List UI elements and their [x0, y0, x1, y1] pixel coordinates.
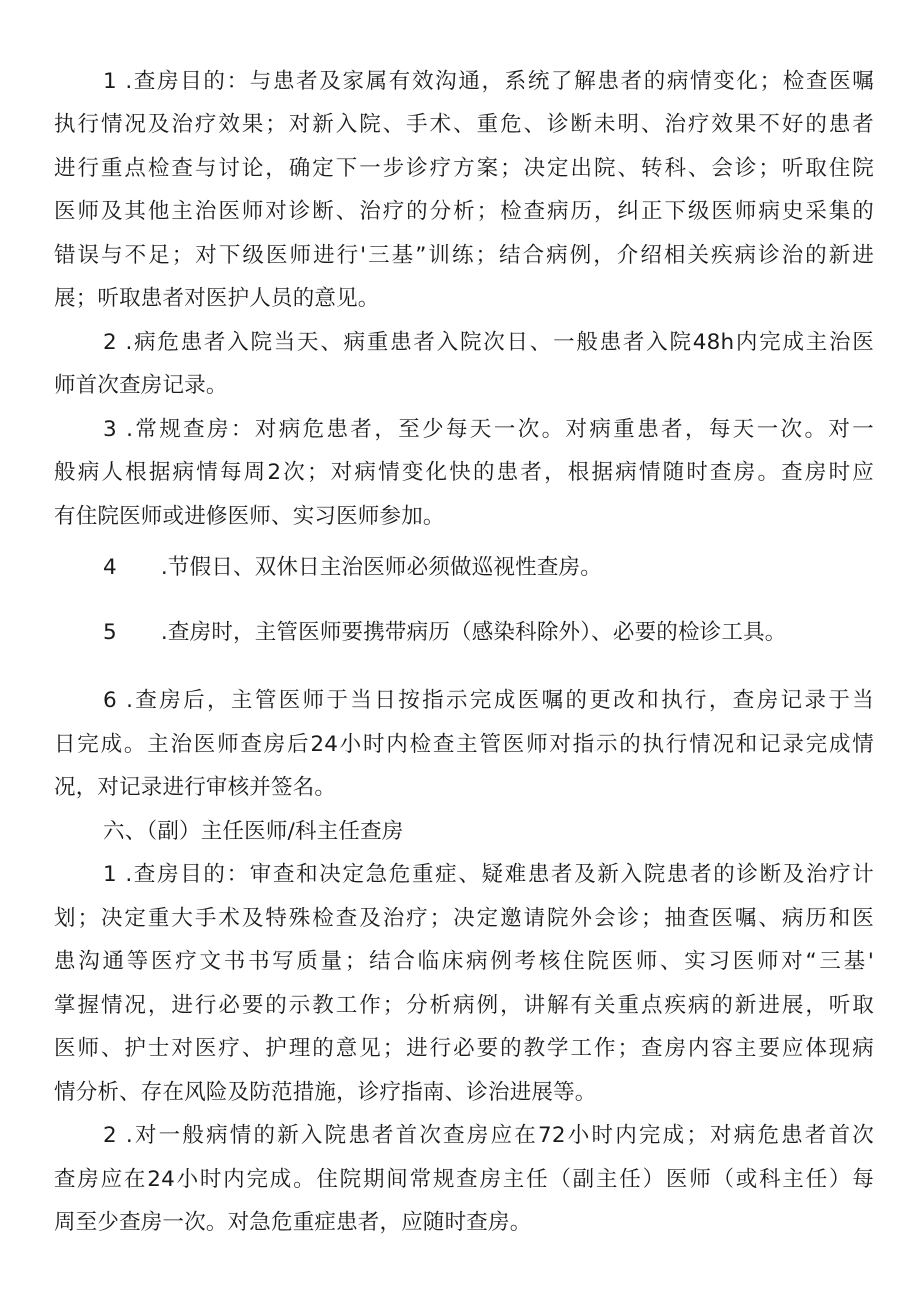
para-1-line-3: 进行重点检查与讨论，确定下一步诊疗方案；决定出院、转科、会诊；听取住院 — [54, 156, 874, 181]
section-para-1-line-1: 1 .查房目的：审查和决定急危重症、疑难患者及新入院患者的诊断及治疗计 — [103, 862, 874, 887]
para-3-line-3: 有住院医师或进修医师、实习医师参加。 — [54, 504, 445, 529]
para-4 — [103, 553, 874, 583]
para-5-text: .查房时，主管医师要携带病历（感染科除外）、必要的检诊工具。 — [160, 620, 787, 645]
para-1-line-1: 1 .查房目的：与患者及家属有效沟通，系统了解患者的病情变化；检查医嘱 — [103, 69, 874, 94]
section-para-2-line-2: 查房应在24小时内完成。住院期间常规查房主任（副主任）医师（或科主任）每 — [54, 1167, 874, 1192]
section-para-2-line-1: 2 .对一般病情的新入院患者首次查房应在72小时内完成；对病危患者首次 — [103, 1123, 874, 1148]
section-para-1-line-6: 情分析、存在风险及防范措施，诊疗指南、诊治进展等。 — [54, 1080, 597, 1105]
para-3-line-2: 般病人根据病情每周2次；对病情变化快的患者，根据病情随时查房。查房时应 — [54, 460, 874, 485]
para-4-text: .节假日、双休日主治医师必须做巡视性查房。 — [160, 555, 602, 580]
section-para-1-line-2: 划；决定重大手术及特殊检查及治疗；决定邀请院外会诊；抽查医嘱、病历和医 — [54, 906, 874, 931]
section-para-2-line-3: 周至少查房一次。对急危重症患者，应随时查房。 — [54, 1210, 532, 1235]
para-5 — [103, 618, 874, 648]
para-1-line-5: 错误与不足；对下级医师进行'三基”训练；结合病例，介绍相关疾病诊治的新进 — [54, 243, 874, 268]
para-6-line-2: 日完成。主治医师查房后24小时内检查主管医师对指示的执行情况和记录完成情 — [54, 732, 874, 757]
para-5-number: 5 — [103, 620, 117, 645]
section-heading: 六、（副）主任医师/科主任查房 — [103, 819, 404, 844]
para-4-number: 4 — [103, 555, 117, 580]
para-2-line-1: 2 .病危患者入院当天、病重患者入院次日、一般患者入院48h内完成主治医 — [103, 330, 874, 355]
para-1-line-2: 执行情况及治疗效果；对新入院、手术、重危、诊断未明、治疗效果不好的患者 — [54, 112, 874, 137]
section-para-1-line-4: 掌握情况，进行必要的示教工作；分析病例，讲解有关重点疾病的新进展，听取 — [54, 993, 874, 1018]
para-2-line-2: 师首次查房记录。 — [54, 373, 228, 398]
para-1-line-6: 展；听取患者对医护人员的意见。 — [54, 286, 380, 311]
para-6-line-1: 6 .查房后，主管医师于当日按指示完成医嘱的更改和执行，查房记录于当 — [103, 688, 874, 713]
para-3-line-1: 3 .常规查房：对病危患者，至少每天一次。对病重患者，每天一次。对一 — [103, 417, 874, 442]
para-1-line-4: 医师及其他主治医师对诊断、治疗的分析；检查病历，纠正下级医师病史采集的 — [54, 199, 874, 224]
para-6-line-3: 况，对记录进行审核并签名。 — [54, 775, 337, 800]
section-para-1-line-3: 患沟通等医疗文书书写质量；结合临床病例考核住院医师、实习医师对“三基' — [54, 949, 874, 974]
section-para-1-line-5: 医师、护士对医疗、护理的意见；进行必要的教学工作；查房内容主要应体现病 — [54, 1036, 874, 1061]
